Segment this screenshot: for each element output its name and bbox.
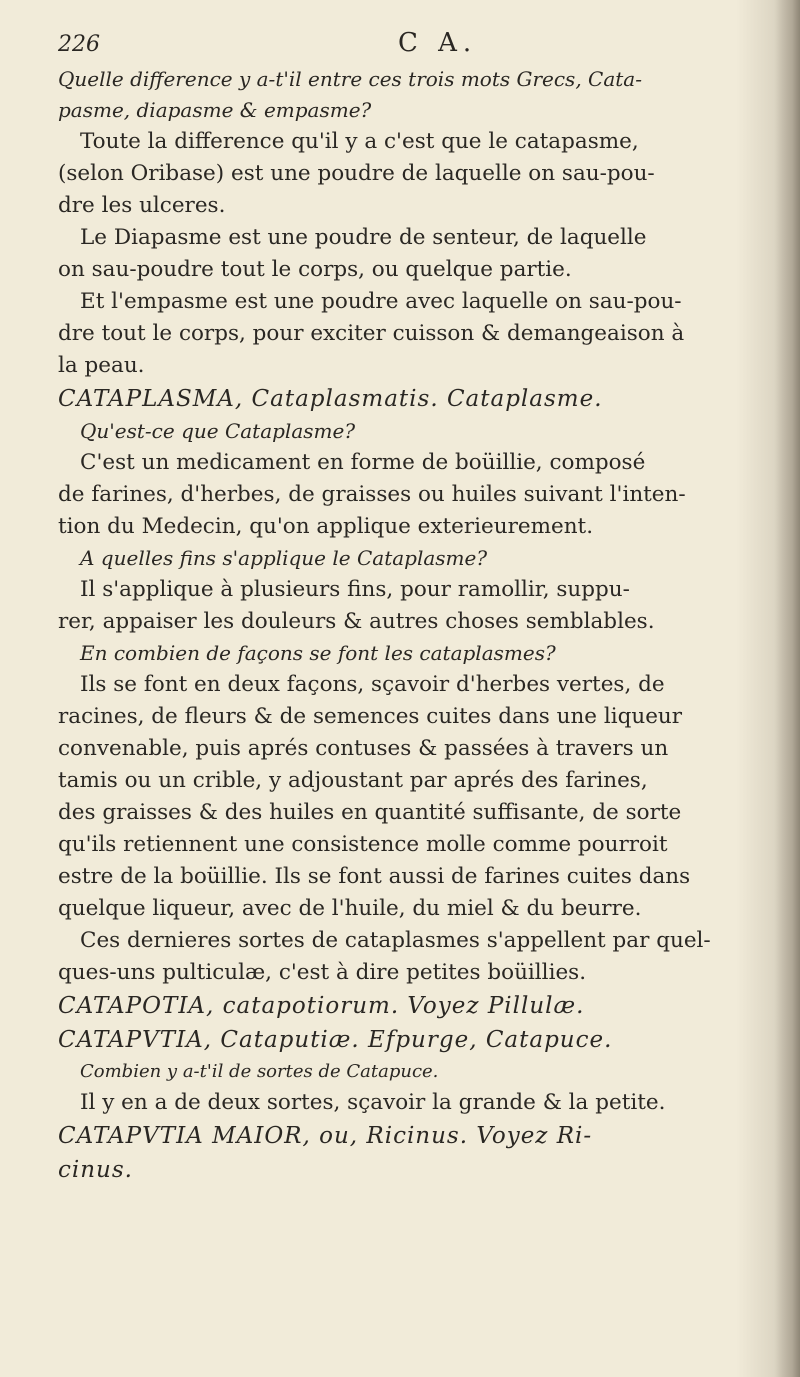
text-line: A quelles fins s'applique le Cataplasme?	[80, 546, 488, 570]
text-line: estre de la boüillie. Ils se font aussi de farines cuites dans	[58, 864, 691, 889]
text-line: Combien y a-t'il de sortes de Catapuce.	[80, 1061, 439, 1082]
text-line: Ils se font en deux façons, sçavoir d'herbes vertes, de	[80, 672, 665, 697]
text-line: racines, de fleurs & de semences cuites dans une liqueur	[58, 704, 683, 729]
text-line: C'est un medicament en forme de boüillie, composé	[80, 450, 646, 475]
text-line: CATAPVTIA, Cataputiæ. Efpurge, Catapuce.	[58, 1027, 613, 1053]
text-line: En combien de façons se font les cataplasmes?	[80, 641, 556, 665]
text-line: Toute la difference qu'il y a c'est que le catapasme,	[80, 129, 639, 154]
text-line: Et l'empasme est une poudre avec laquelle on sau-pou-	[80, 289, 682, 314]
text-line: de farines, d'herbes, de graisses ou huiles suivant l'inten-	[58, 482, 686, 507]
page-number: 226	[58, 32, 100, 57]
text-line: (selon Oribase) est une poudre de laquelle on sau-pou-	[58, 161, 655, 186]
text-line: dre tout le corps, pour exciter cuisson & demangeaison à	[58, 321, 685, 346]
text-line: Quelle difference y a-t'il entre ces trois mots Grecs, Cata-	[58, 67, 642, 91]
text-line: Il s'applique à plusieurs fins, pour ramollir, suppu-	[80, 577, 630, 602]
text-line: tion du Medecin, qu'on applique exterieurement.	[58, 514, 594, 539]
page-edge-shadow	[774, 0, 800, 1377]
text-line: CATAPLASMA, Cataplasmatis. Cataplasme.	[58, 386, 603, 412]
text-line: ques-uns pulticulæ, c'est à dire petites boüillies.	[58, 960, 587, 985]
text-line: des graisses & des huiles en quantité suffisante, de sorte	[58, 800, 682, 825]
running-head: C A.	[398, 28, 478, 58]
text-line: CATAPVTIA MAIOR, ou, Ricinus. Voyez Ri-	[58, 1123, 593, 1149]
text-line: Ces dernieres sortes de cataplasmes s'appellent par quel-	[80, 928, 711, 953]
text-line: dre les ulceres.	[58, 193, 226, 218]
text-line: rer, appaiser les douleurs & autres choses semblables.	[58, 609, 655, 634]
page-header	[58, 28, 776, 64]
text-line: cinus.	[58, 1157, 133, 1183]
text-line: on sau-poudre tout le corps, ou quelque partie.	[58, 257, 572, 282]
text-line: la peau.	[58, 353, 145, 378]
text-line: CATAPOTIA, catapotiorum. Voyez Pillulæ.	[58, 993, 585, 1019]
text-line: Il y en a de deux sortes, sçavoir la grande & la petite.	[80, 1090, 666, 1115]
text-block	[58, 28, 776, 1187]
text-line: qu'ils retiennent une consistence molle comme pourroit	[58, 832, 668, 857]
text-line: pasme, diapasme & empasme?	[58, 98, 372, 122]
text-line: Qu'est-ce que Cataplasme?	[80, 419, 356, 443]
text-line: convenable, puis aprés contuses & passées à travers un	[58, 736, 669, 761]
body-text	[58, 64, 776, 1187]
text-line: tamis ou un crible, y adjoustant par aprés des farines,	[58, 768, 648, 793]
text-line: quelque liqueur, avec de l'huile, du miel & du beurre.	[58, 896, 642, 921]
text-line: Le Diapasme est une poudre de senteur, de laquelle	[80, 225, 647, 250]
